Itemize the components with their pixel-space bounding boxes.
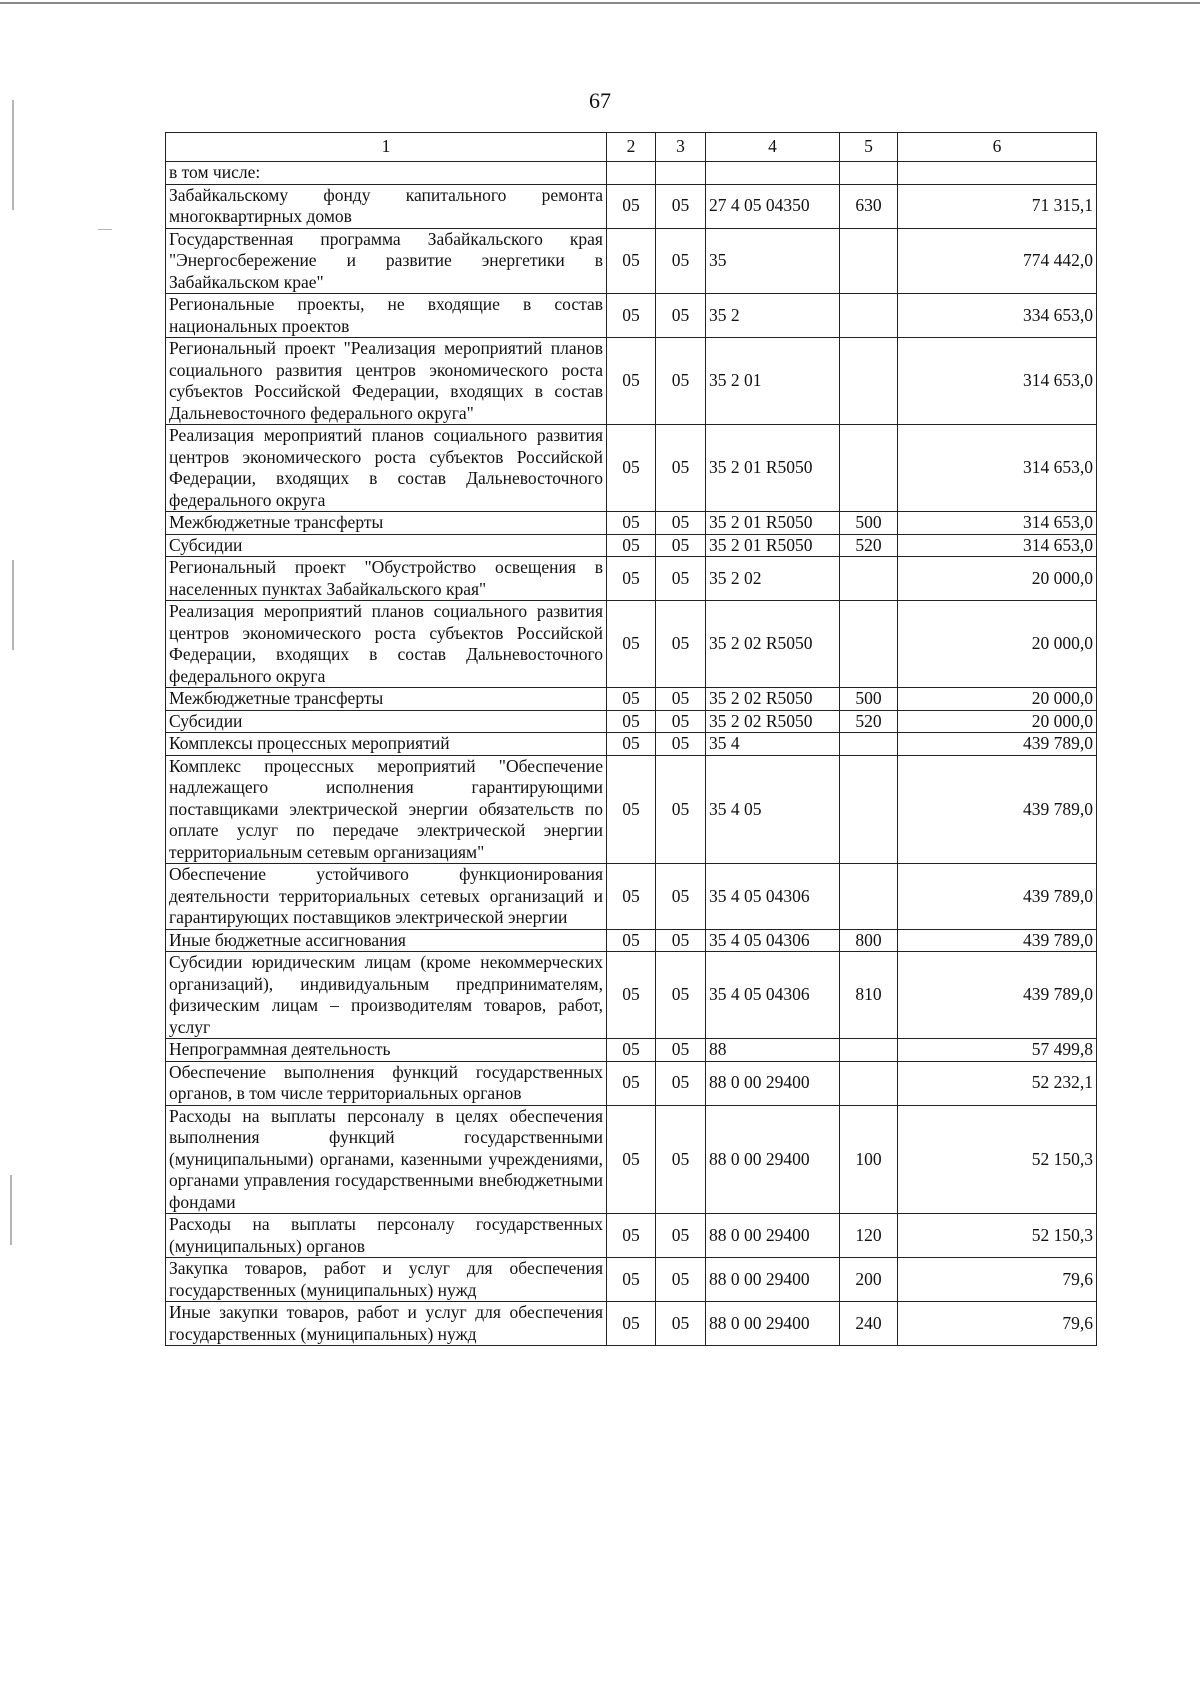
amount: 439 789,0 [898, 952, 1097, 1039]
target-article-code: 88 0 00 29400 [706, 1302, 840, 1346]
table-row [166, 929, 1097, 952]
table-row [166, 425, 1097, 512]
column-header: 1 [166, 133, 607, 162]
target-article-code: 35 4 05 [706, 755, 840, 864]
expense-type-code [840, 1061, 898, 1105]
table-row [166, 534, 1097, 557]
section-code: 05 [607, 184, 656, 228]
expense-type-code [840, 755, 898, 864]
expense-type-code [840, 228, 898, 294]
column-header: 6 [898, 133, 1097, 162]
subsection-code: 05 [656, 1039, 706, 1062]
target-article-code: 35 2 01 R5050 [706, 425, 840, 512]
target-article-code: 35 [706, 228, 840, 294]
section-code: 05 [607, 755, 656, 864]
column-header: 2 [607, 133, 656, 162]
subsection-code: 05 [656, 1258, 706, 1302]
table-row [166, 1105, 1097, 1214]
table-row [166, 228, 1097, 294]
target-article-code: 35 2 02 R5050 [706, 710, 840, 733]
table-row [166, 710, 1097, 733]
expense-type-code [840, 294, 898, 338]
expense-type-code: 120 [840, 1214, 898, 1258]
row-name: Комплексы процессных мероприятий [166, 733, 607, 756]
amount: 439 789,0 [898, 733, 1097, 756]
column-header: 4 [706, 133, 840, 162]
expense-type-code [840, 733, 898, 756]
expense-type-code: 500 [840, 688, 898, 711]
amount: 334 653,0 [898, 294, 1097, 338]
table-row [166, 688, 1097, 711]
target-article-code: 88 [706, 1039, 840, 1062]
section-code: 05 [607, 1105, 656, 1214]
expense-type-code: 630 [840, 184, 898, 228]
table-row [166, 162, 1097, 185]
expense-type-code [840, 864, 898, 930]
section-code: 05 [607, 1039, 656, 1062]
row-name: Государственная программа Забайкальского края "Энергосбережение и развитие энергетики в Забайкальском крае" [166, 228, 607, 294]
section-code: 05 [607, 1302, 656, 1346]
section-code: 05 [607, 733, 656, 756]
subsection-code [656, 162, 706, 185]
amount: 439 789,0 [898, 864, 1097, 930]
section-code: 05 [607, 688, 656, 711]
amount: 20 000,0 [898, 601, 1097, 688]
subsection-code: 05 [656, 425, 706, 512]
row-name: Расходы на выплаты персоналу государственных (муниципальных) органов [166, 1214, 607, 1258]
expense-type-code: 500 [840, 512, 898, 535]
table-row [166, 755, 1097, 864]
expense-type-code: 200 [840, 1258, 898, 1302]
table-row [166, 1214, 1097, 1258]
row-name: Реализация мероприятий планов социального развития центров экономического роста субъектов Российской Федерации, входящих в состав Дальневосточного федерального округа [166, 601, 607, 688]
scan-margin-mark [98, 229, 112, 230]
subsection-code: 05 [656, 512, 706, 535]
amount: 52 150,3 [898, 1214, 1097, 1258]
table-row [166, 294, 1097, 338]
subsection-code: 05 [656, 1302, 706, 1346]
scan-margin-mark [10, 1175, 12, 1245]
table-row [166, 1302, 1097, 1346]
subsection-code: 05 [656, 929, 706, 952]
section-code: 05 [607, 710, 656, 733]
row-name: Межбюджетные трансферты [166, 688, 607, 711]
expense-type-code [840, 1039, 898, 1062]
amount: 20 000,0 [898, 557, 1097, 601]
subsection-code: 05 [656, 688, 706, 711]
table-row [166, 733, 1097, 756]
amount: 20 000,0 [898, 688, 1097, 711]
target-article-code: 88 0 00 29400 [706, 1105, 840, 1214]
expense-type-code [840, 601, 898, 688]
subsection-code: 05 [656, 228, 706, 294]
amount: 20 000,0 [898, 710, 1097, 733]
target-article-code: 35 4 [706, 733, 840, 756]
subsection-code: 05 [656, 952, 706, 1039]
column-header: 3 [656, 133, 706, 162]
expense-type-code [840, 557, 898, 601]
section-code: 05 [607, 1061, 656, 1105]
section-code: 05 [607, 952, 656, 1039]
amount: 79,6 [898, 1302, 1097, 1346]
table-header-row [166, 133, 1097, 162]
target-article-code: 88 0 00 29400 [706, 1214, 840, 1258]
amount: 314 653,0 [898, 425, 1097, 512]
target-article-code: 35 2 01 R5050 [706, 534, 840, 557]
row-name: Реализация мероприятий планов социального развития центров экономического роста субъектов Российской Федерации, входящих в состав Дальневосточного федерального округа [166, 425, 607, 512]
section-code: 05 [607, 1214, 656, 1258]
target-article-code: 27 4 05 04350 [706, 184, 840, 228]
section-code: 05 [607, 534, 656, 557]
subsection-code: 05 [656, 1061, 706, 1105]
expense-type-code: 800 [840, 929, 898, 952]
row-name: Иные закупки товаров, работ и услуг для обеспечения государственных (муниципальных) нужд [166, 1302, 607, 1346]
row-name: Субсидии [166, 710, 607, 733]
amount: 52 150,3 [898, 1105, 1097, 1214]
table-row [166, 557, 1097, 601]
target-article-code: 35 2 02 R5050 [706, 688, 840, 711]
expense-type-code [840, 425, 898, 512]
expense-type-code: 100 [840, 1105, 898, 1214]
row-name: Иные бюджетные ассигнования [166, 929, 607, 952]
section-code: 05 [607, 228, 656, 294]
subsection-code: 05 [656, 733, 706, 756]
table-row [166, 952, 1097, 1039]
section-code: 05 [607, 557, 656, 601]
section-code: 05 [607, 512, 656, 535]
row-name: Субсидии [166, 534, 607, 557]
amount: 439 789,0 [898, 929, 1097, 952]
subsection-code: 05 [656, 710, 706, 733]
row-name: Региональный проект "Реализация мероприятий планов социального развития центров экономического роста субъектов Российской Федерации, входящих в состав Дальневосточного федерального округа" [166, 338, 607, 425]
section-code [607, 162, 656, 185]
expense-type-code: 240 [840, 1302, 898, 1346]
table-row [166, 864, 1097, 930]
section-code: 05 [607, 425, 656, 512]
section-code: 05 [607, 929, 656, 952]
table-row [166, 1039, 1097, 1062]
target-article-code: 35 2 01 [706, 338, 840, 425]
subsection-code: 05 [656, 601, 706, 688]
amount: 314 653,0 [898, 512, 1097, 535]
scan-top-rule [0, 2, 1200, 4]
subsection-code: 05 [656, 338, 706, 425]
table-row [166, 338, 1097, 425]
section-code: 05 [607, 294, 656, 338]
row-name: Региональный проект "Обустройство освещения в населенных пунктах Забайкальского края" [166, 557, 607, 601]
subsection-code: 05 [656, 557, 706, 601]
amount: 57 499,8 [898, 1039, 1097, 1062]
row-name: Расходы на выплаты персоналу в целях обеспечения выполнения функций государственными (муниципальными) органами, казенными учреждениями, органами управления государственными внебюджетными фондами [166, 1105, 607, 1214]
row-name: Комплекс процессных мероприятий "Обеспечение надлежащего исполнения гарантирующими поставщиками электрической энергии обязательств по оплате услуг по передаче электрической энергии территориальным сетевым организациям" [166, 755, 607, 864]
amount: 439 789,0 [898, 755, 1097, 864]
target-article-code: 35 2 01 R5050 [706, 512, 840, 535]
section-code: 05 [607, 864, 656, 930]
table-row [166, 184, 1097, 228]
row-name: Непрограммная деятельность [166, 1039, 607, 1062]
table-row [166, 1258, 1097, 1302]
target-article-code: 35 4 05 04306 [706, 952, 840, 1039]
expense-type-code: 520 [840, 710, 898, 733]
row-name: Региональные проекты, не входящие в состав национальных проектов [166, 294, 607, 338]
section-code: 05 [607, 601, 656, 688]
amount: 314 653,0 [898, 534, 1097, 557]
table-row [166, 1061, 1097, 1105]
subsection-code: 05 [656, 1214, 706, 1258]
row-name: Закупка товаров, работ и услуг для обеспечения государственных (муниципальных) нужд [166, 1258, 607, 1302]
target-article-code: 35 2 [706, 294, 840, 338]
subsection-code: 05 [656, 864, 706, 930]
row-name: в том числе: [166, 162, 607, 185]
target-article-code: 88 0 00 29400 [706, 1061, 840, 1105]
page-number: 67 [589, 88, 611, 113]
budget-table [165, 132, 1097, 1346]
amount: 314 653,0 [898, 338, 1097, 425]
amount: 774 442,0 [898, 228, 1097, 294]
scan-margin-mark [12, 100, 14, 210]
section-code: 05 [607, 338, 656, 425]
row-name: Обеспечение выполнения функций государственных органов, в том числе территориальных органов [166, 1061, 607, 1105]
target-article-code: 35 4 05 04306 [706, 864, 840, 930]
row-name: Субсидии юридическим лицам (кроме некоммерческих организаций), индивидуальным предпринимателям, физическим лицам – производителям товаров, работ, услуг [166, 952, 607, 1039]
scan-margin-mark [12, 560, 14, 650]
row-name: Обеспечение устойчивого функционирования деятельности территориальных сетевых организаций и гарантирующих поставщиков электрической энергии [166, 864, 607, 930]
row-name: Забайкальскому фонду капитального ремонта многоквартирных домов [166, 184, 607, 228]
amount [898, 162, 1097, 185]
subsection-code: 05 [656, 534, 706, 557]
row-name: Межбюджетные трансферты [166, 512, 607, 535]
subsection-code: 05 [656, 755, 706, 864]
expense-type-code: 520 [840, 534, 898, 557]
subsection-code: 05 [656, 184, 706, 228]
subsection-code: 05 [656, 294, 706, 338]
table-row [166, 512, 1097, 535]
section-code: 05 [607, 1258, 656, 1302]
target-article-code: 35 4 05 04306 [706, 929, 840, 952]
subsection-code: 05 [656, 1105, 706, 1214]
expense-type-code [840, 162, 898, 185]
target-article-code [706, 162, 840, 185]
column-header: 5 [840, 133, 898, 162]
target-article-code: 35 2 02 R5050 [706, 601, 840, 688]
expense-type-code [840, 338, 898, 425]
target-article-code: 88 0 00 29400 [706, 1258, 840, 1302]
table-row [166, 601, 1097, 688]
amount: 52 232,1 [898, 1061, 1097, 1105]
expense-type-code: 810 [840, 952, 898, 1039]
target-article-code: 35 2 02 [706, 557, 840, 601]
amount: 71 315,1 [898, 184, 1097, 228]
amount: 79,6 [898, 1258, 1097, 1302]
